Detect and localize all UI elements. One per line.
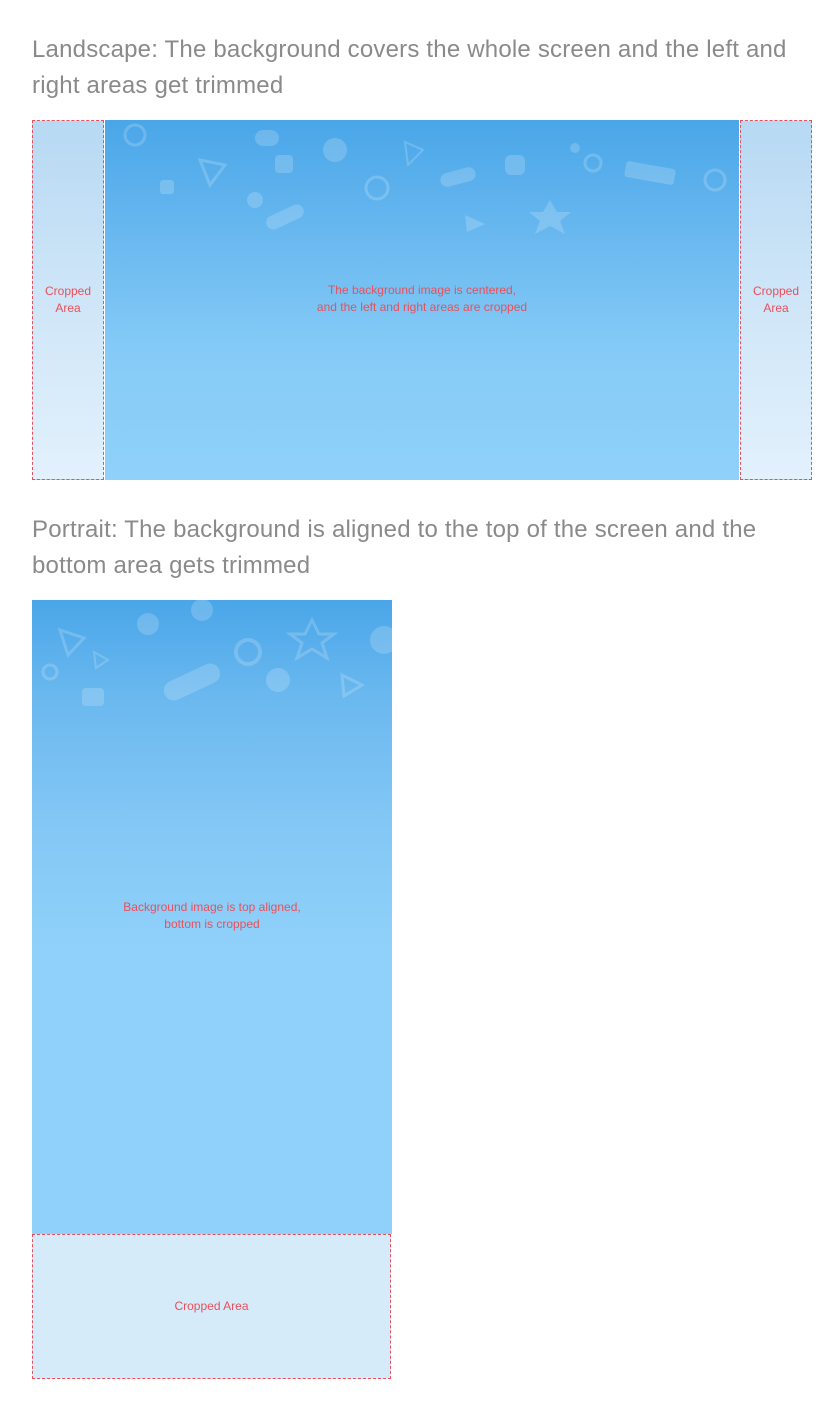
left-cropped-area [32,120,104,480]
landscape-visible-area [105,120,739,480]
right-cropped-area [740,120,812,480]
landscape-preview [32,120,812,480]
portrait-center-label: Background image is top aligned, bottom is cropped [123,900,301,931]
bottom-cropped-area [32,1234,391,1379]
bottom-cropped-area-label: Cropped Area [174,1299,249,1313]
right-cropped-area-label: Cropped Area [752,284,800,315]
portrait-visible-area [32,600,392,1234]
left-cropped-area-label: Cropped Area [44,284,92,315]
portrait-heading: Portrait: The background is aligned to the top of the screen and the bottom area gets trimmed [32,516,757,579]
doodle-pattern-icon [32,600,392,730]
portrait-preview [32,600,392,1380]
landscape-center-label: The background image is centered, and the left and right areas are cropped [316,283,528,314]
doodle-pattern-icon [105,120,739,250]
landscape-heading: Landscape: The background covers the whole screen and the left and right areas get trimmed [32,36,787,99]
